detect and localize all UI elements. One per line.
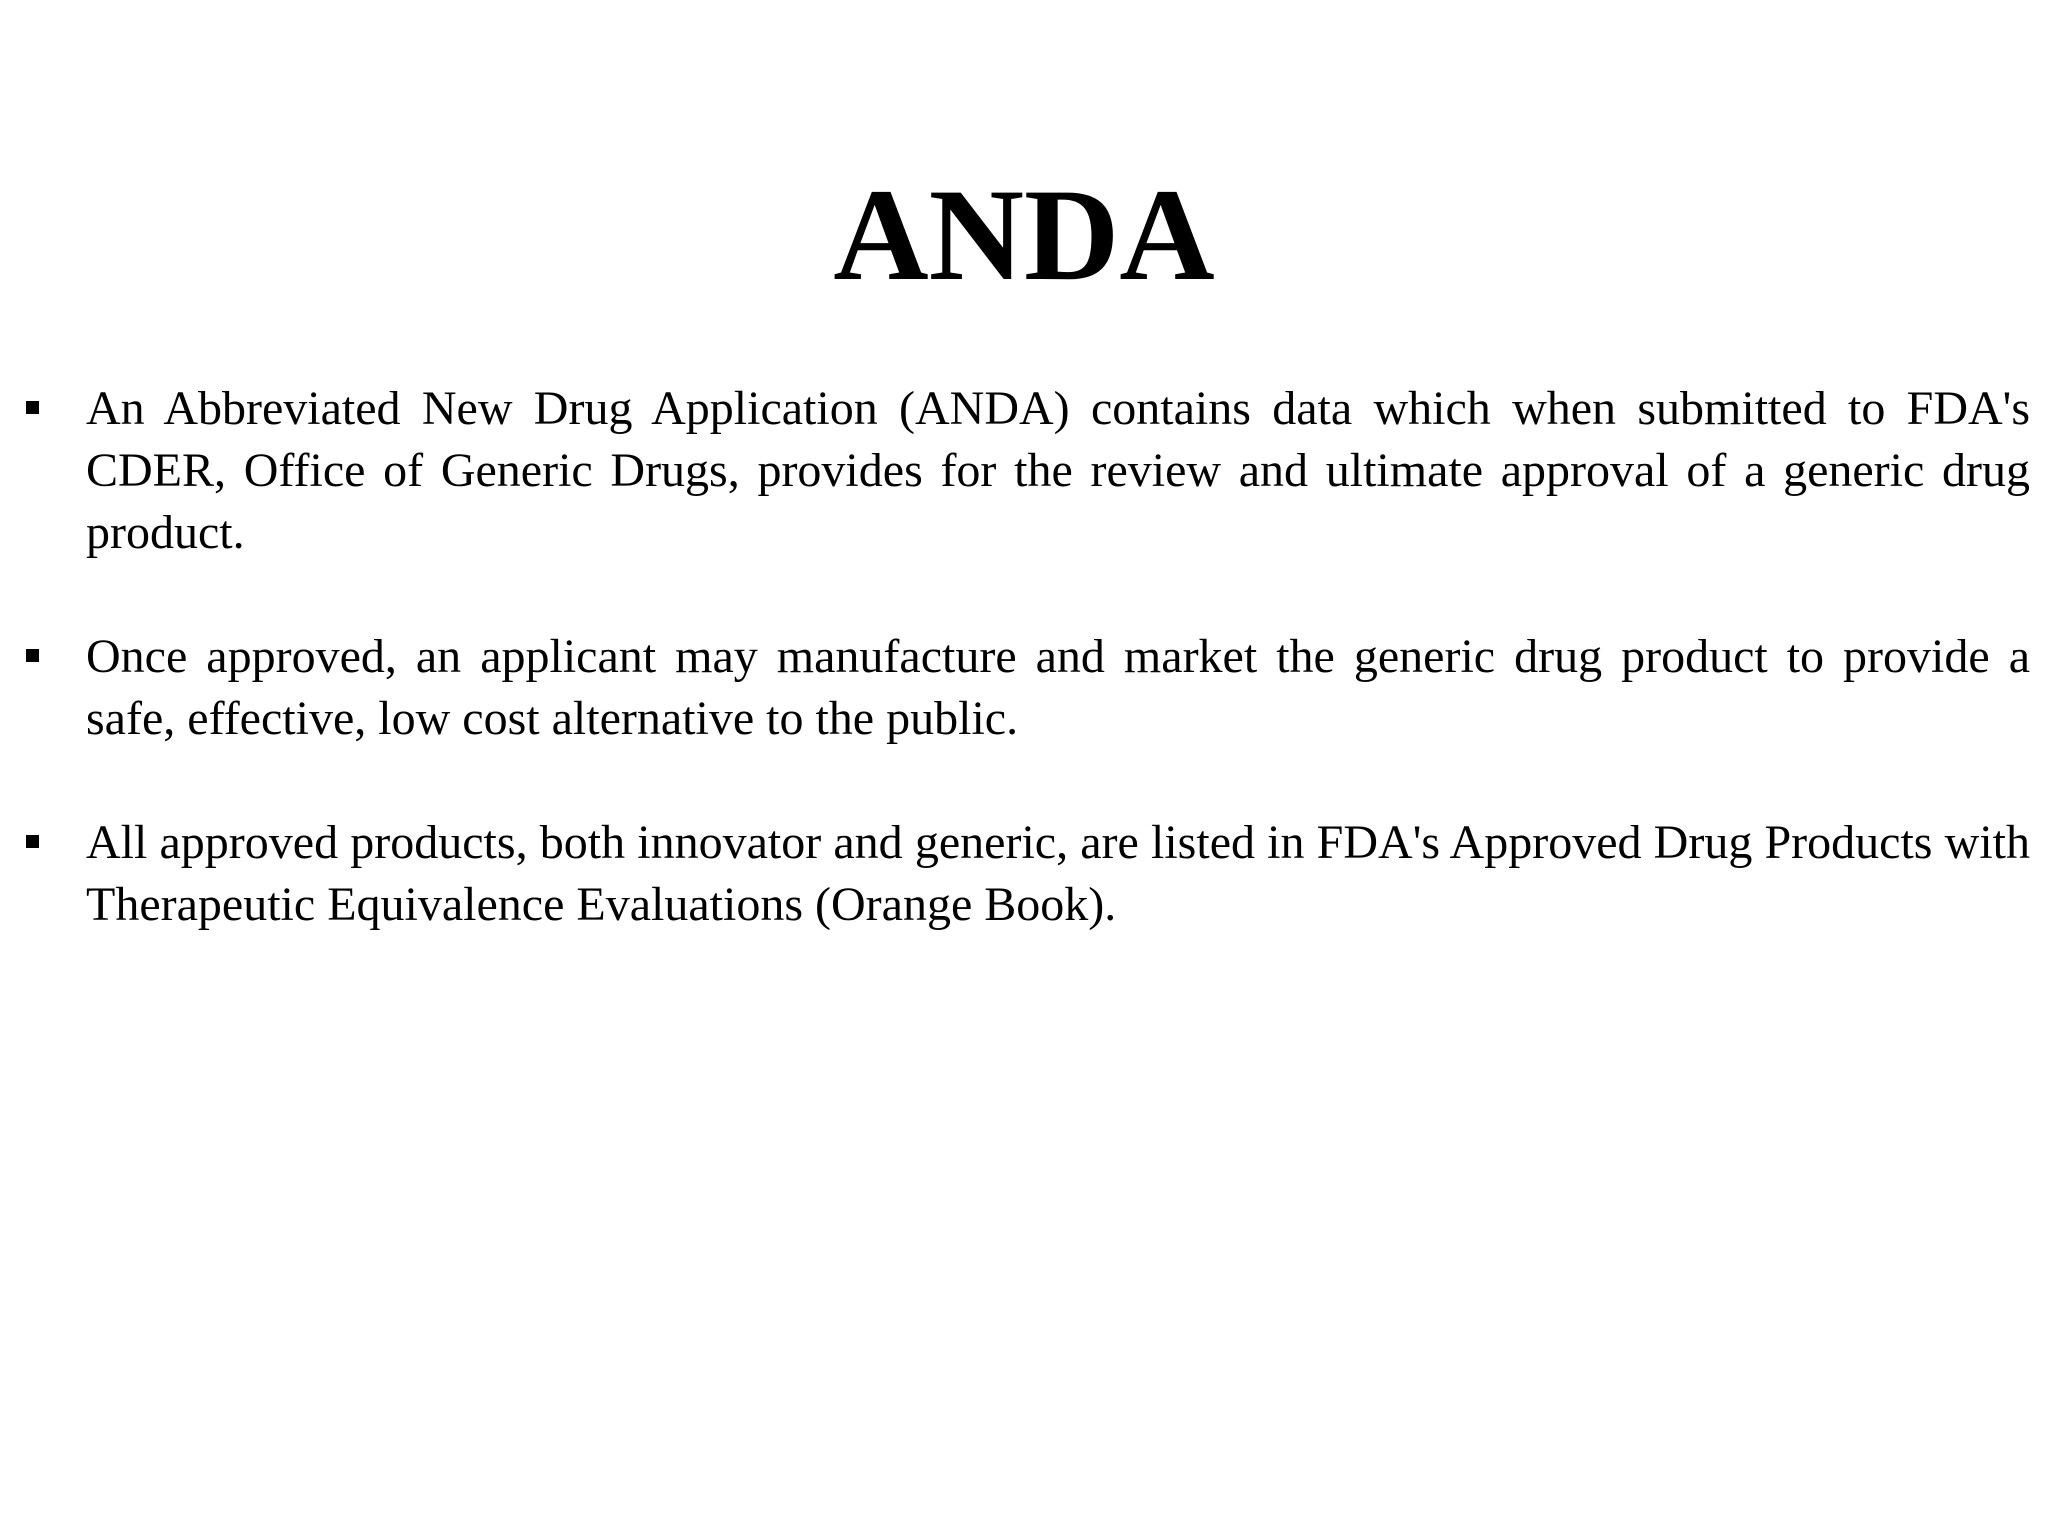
bullet-list — [22, 378, 2030, 998]
bullet-text: Once approved, an applicant may manufacture and market the generic drug product to provide a safe, effective, low cost alternative to the public. — [86, 630, 2030, 745]
square-bullet-icon — [26, 649, 39, 662]
square-bullet-icon — [26, 835, 39, 848]
square-bullet-icon — [26, 401, 39, 414]
bullet-text: All approved products, both innovator and generic, are listed in FDA's Approved Drug Products with Therapeutic Equivalence Evaluations (Orange Book). — [86, 816, 2030, 931]
bullet-item-anda-definition — [22, 378, 2030, 564]
bullet-item-after-approval — [22, 626, 2030, 750]
slide-title: ANDA — [833, 161, 1215, 308]
bullet-text: An Abbreviated New Drug Application (ANDA) contains data which when submitted to FDA's CDER, Office of Generic Drugs, provides for the review and ultimate approval of a generic drug product. — [86, 382, 2030, 559]
bullet-item-orange-book — [22, 812, 2030, 936]
